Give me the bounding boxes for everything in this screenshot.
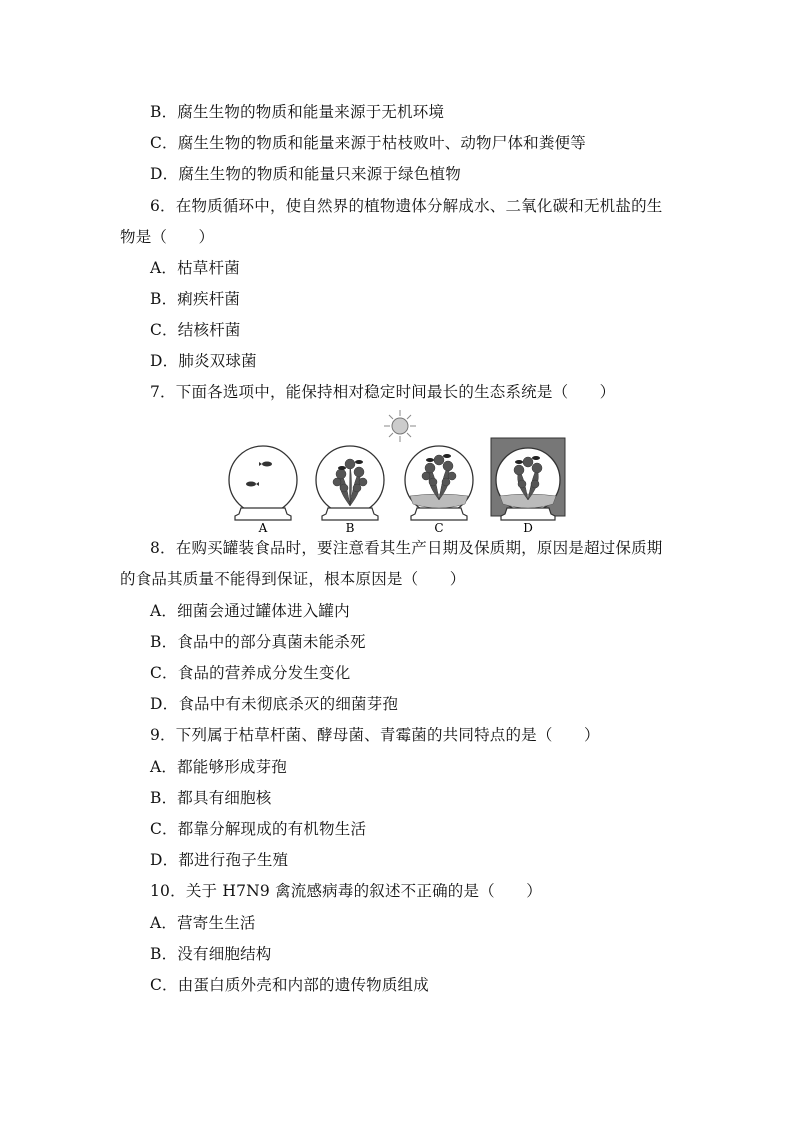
q7-stem: 7．下面各选项中，能保持相对稳定时间最长的生态系统是（ ） bbox=[150, 383, 616, 401]
q10-stem: 10．关于 H7N9 禽流感病毒的叙述不正确的是（ ） bbox=[150, 882, 542, 900]
q10-option-b: B．没有细胞结构 bbox=[150, 945, 272, 963]
figure-label-c: C bbox=[434, 521, 444, 535]
q6-option-a: A．枯草杆菌 bbox=[150, 259, 240, 277]
q8-option-a: A．细菌会通过罐体进入罐内 bbox=[150, 602, 350, 620]
q10-option-a: A．营寄生生活 bbox=[150, 914, 256, 932]
q5-option-d: D．腐生生物的物质和能量只来源于绿色植物 bbox=[150, 165, 461, 183]
jar-a bbox=[229, 446, 297, 520]
q9-option-d: D．都进行孢子生殖 bbox=[150, 851, 289, 869]
q9-option-b: B．都具有细胞核 bbox=[150, 789, 272, 807]
q8-option-b: B．食品中的部分真菌未能杀死 bbox=[150, 633, 366, 651]
q8-stem-cont: 的食品其质量不能得到保证，根本原因是（ ） bbox=[120, 570, 466, 588]
q9-option-a: A．都能够形成芽孢 bbox=[150, 758, 287, 776]
figure-label-d: D bbox=[523, 521, 533, 535]
q6-option-d: D．肺炎双球菌 bbox=[150, 352, 257, 370]
jar-b bbox=[316, 446, 384, 520]
q6-option-c: C．结核杆菌 bbox=[150, 321, 241, 339]
q5-option-c: C．腐生生物的物质和能量来源于枯枝败叶、动物尸体和粪便等 bbox=[150, 134, 586, 152]
q5-option-b: B．腐生生物的物质和能量来源于无机环境 bbox=[150, 103, 445, 121]
q6-stem-cont: 物是（ ） bbox=[120, 228, 215, 246]
figure-label-b: B bbox=[345, 521, 355, 535]
q9-stem: 9．下列属于枯草杆菌、酵母菌、青霉菌的共同特点的是（ ） bbox=[150, 726, 600, 744]
jar-c bbox=[405, 446, 473, 520]
q8-option-d: D．食品中有未彻底杀灭的细菌芽孢 bbox=[150, 695, 399, 713]
q6-option-b: B．痢疾杆菌 bbox=[150, 290, 241, 308]
q6-stem: 6．在物质循环中，使自然界的植物遗体分解成水、二氧化碳和无机盐的生 bbox=[150, 197, 663, 215]
ecosystem-figure bbox=[225, 408, 570, 536]
sun-icon bbox=[384, 410, 416, 442]
figure-label-a: A bbox=[258, 521, 268, 535]
q8-stem: 8．在购买罐装食品时，要注意看其生产日期及保质期，原因是超过保质期 bbox=[150, 539, 663, 557]
q9-option-c: C．都靠分解现成的有机物生活 bbox=[150, 820, 367, 838]
q8-option-c: C．食品的营养成分发生变化 bbox=[150, 664, 351, 682]
q10-option-c: C．由蛋白质外壳和内部的遗传物质组成 bbox=[150, 976, 429, 994]
